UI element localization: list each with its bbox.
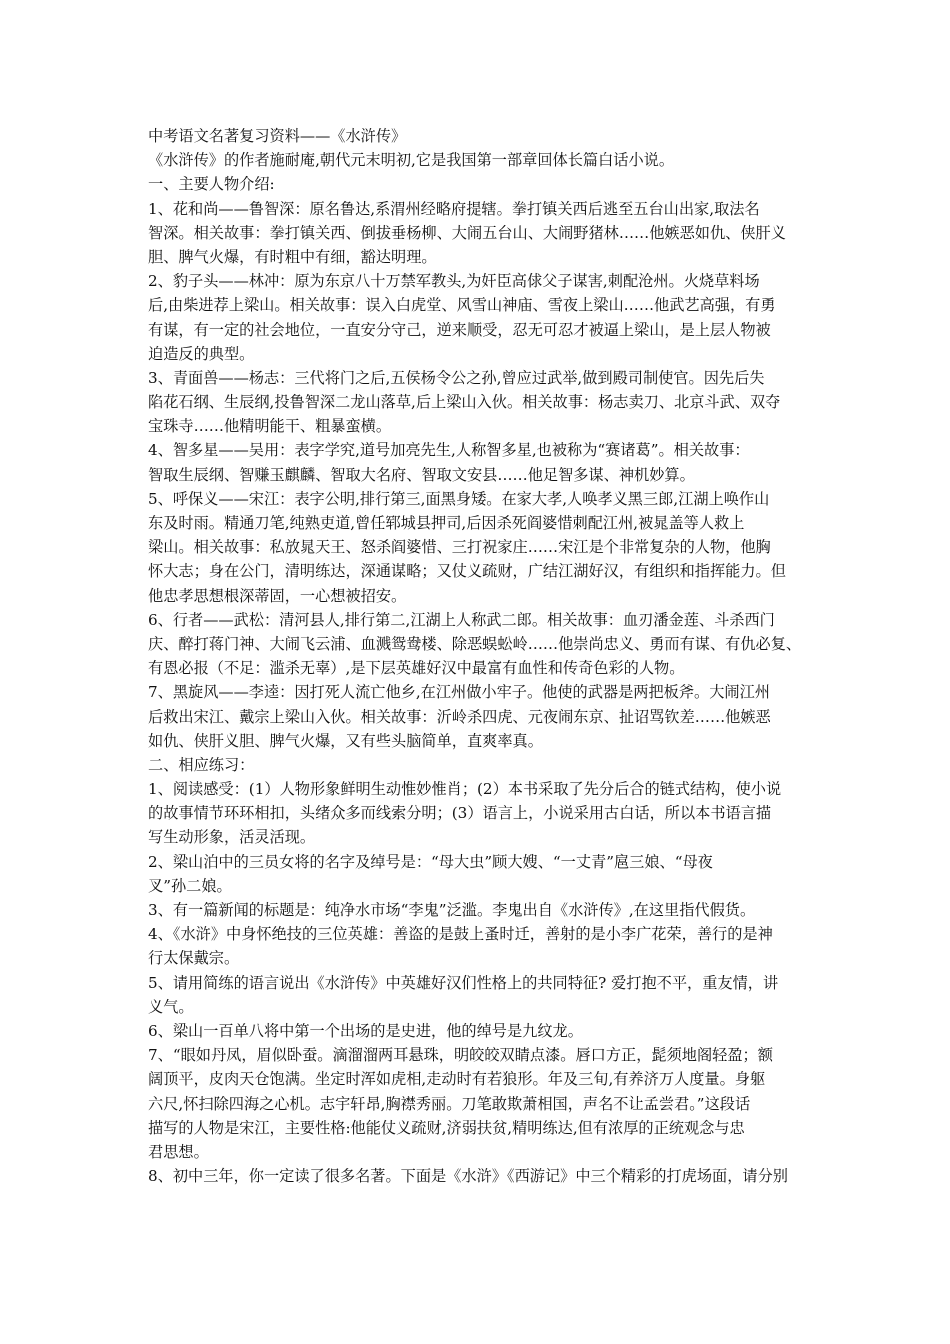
text-line: 梁山。相关故事：私放晁天王、怒杀阎婆惜、三打祝家庄……宋江是个非常复杂的人物，他胸 — [148, 538, 771, 557]
text-line: 东及时雨。精通刀笔,纯熟吏道,曾任郓城县押司,后因杀死阎婆惜刺配江州,被晁盖等人救上 — [148, 514, 745, 532]
text-line: 行太保戴宗。 — [148, 949, 240, 968]
text-line: 的故事情节环环相扣，头绪众多而线索分明；(3）语言上，小说采用古白话，所以本书语言描 — [148, 804, 772, 823]
text-line: 六尺,怀扫除四海之心机。志宇轩昂,胸襟秀丽。刀笔敢欺萧相国，声名不让孟尝君。”这段话 — [148, 1094, 751, 1113]
text-line: 4、《水浒》中身怀绝技的三位英雄：善盗的是鼓上蚤时迁，善射的是小李广花荣，善行的是神 — [148, 925, 773, 944]
text-line: 5、请用简练的语言说出《水浒传》中英雄好汉们性格上的共同特征? 爱打抱不平，重友情，讲 — [148, 973, 779, 992]
character-entry-wu-song — [148, 608, 810, 681]
text-line: 庆、醉打蒋门神、大闹飞云浦、血溅鸳鸯楼、除恶蜈蚣岭……他崇尚忠义、勇而有谋、有仇必复、 — [148, 634, 802, 653]
text-line: 2、豹子头——林冲：原为东京八十万禁军教头,为奸臣高俅父子谋害,刺配沧州。火烧草料场 — [148, 272, 760, 291]
text-line: 后,由柴进荐上梁山。相关故事：误入白虎堂、风雪山神庙、雪夜上梁山……他武艺高强，有勇 — [148, 296, 776, 315]
text-line: 3、青面兽——杨志：三代将门之后,五侯杨令公之孙,曾应过武举,做到殿司制使官。因先后失 — [148, 368, 765, 387]
document-body — [148, 124, 810, 1188]
exercise-item-4 — [148, 922, 810, 970]
text-line: 6、梁山一百单八将中第一个出场的是史进，他的绰号是九纹龙。 — [148, 1021, 583, 1040]
text-line: 陷花石纲、生辰纲,投鲁智深二龙山落草,后上梁山入伙。相关故事：杨志卖刀、北京斗武、双夺 — [148, 393, 781, 412]
exercise-item-6 — [148, 1019, 810, 1043]
text-line: 阔顶平，皮肉天仓饱满。坐定时浑如虎相,走动时有若狼形。年及三旬,有养济万人度量。身躯 — [148, 1070, 766, 1089]
text-line: 后救出宋江、戴宗上梁山入伙。相关故事：沂岭杀四虎、元夜闹东京、扯诏骂钦差……他嫉恶 — [148, 707, 771, 726]
exercise-item-3 — [148, 898, 810, 922]
text-line: 君思想。 — [148, 1142, 209, 1161]
character-entry-song-jiang — [148, 487, 810, 608]
text-line: 胆、脾气火爆，有时粗中有细，豁达明理。 — [148, 247, 437, 266]
document-title: 中考语文名著复习资料——《水浒传》 — [148, 127, 407, 145]
text-line: 怀大志；身在公门，清明练达，深通谋略；又仗义疏财，广结江湖好汉，有组织和指挥能力。但 — [148, 562, 786, 581]
character-entry-lin-chong — [148, 269, 810, 366]
text-line: 如仇、侠肝义胆、脾气火爆，又有些头脑简单，直爽率真。 — [148, 731, 543, 750]
character-entry-lu-zhishen — [148, 197, 810, 270]
text-line: 8、初中三年，你一定读了很多名著。下面是《水浒》《西游记》中三个精彩的打虎场面，请分别 — [148, 1167, 788, 1186]
exercise-item-1 — [148, 777, 810, 850]
section-heading-exercises: 二、相应练习： — [148, 755, 255, 774]
character-entry-li-kui — [148, 680, 810, 753]
text-line: 7、“眼如丹凤，眉似卧蚕。滴溜溜两耳悬珠，明皎皎双睛点漆。唇口方正，髭须地阁轻盈；额 — [148, 1046, 773, 1065]
text-line: 智深。相关故事：拳打镇关西、倒拔垂杨柳、大闹五台山、大闹野猪林……他嫉恶如仇、侠肝义 — [148, 223, 786, 242]
character-entry-yang-zhi — [148, 366, 810, 439]
exercise-item-2 — [148, 850, 810, 898]
text-line: 叉”孙二娘。 — [148, 876, 232, 895]
text-line: 1、阅读感受：(1）人物形象鲜明生动惟妙惟肖；(2）本书采取了先分后合的链式结构，使小说 — [148, 780, 782, 799]
text-line: 他忠孝思想根深蒂固，一心想被招安。 — [148, 586, 407, 605]
text-line: 宝珠寺……他精明能干、粗暴蛮横。 — [148, 417, 391, 436]
text-line: 有谋，有一定的社会地位，一直安分守己，逆来顺受，忍无可忍才被逼上梁山，是上层人物被 — [148, 320, 771, 339]
text-line: 智取生辰纲、智赚玉麒麟、智取大名府、智取文安县……他足智多谋、神机妙算。 — [148, 465, 695, 484]
character-entry-wu-yong — [148, 438, 810, 486]
text-line: 写生动形象，活灵活现。 — [148, 828, 316, 847]
text-line: 5、呼保义——宋江：表字公明,排行第三,面黑身矮。在家大孝,人唤孝义黑三郎,江湖上唤作山 — [148, 489, 770, 508]
exercise-item-8 — [148, 1164, 810, 1188]
text-line: 义气。 — [148, 997, 194, 1016]
text-line: 2、梁山泊中的三员女将的名字及绰号是：“母大虫”顾大嫂、“一丈青”扈三娘、“母夜 — [148, 852, 713, 871]
text-line: 4、智多星——吴用：表字学究,道号加亮先生,人称智多星,也被称为“赛诸葛”。相关故事： — [148, 441, 750, 460]
text-line: 描写的人物是宋江，主要性格:他能仗义疏财,济弱扶贫,精明练达,但有浓厚的正统观念与忠 — [148, 1118, 745, 1137]
text-line: 有恩必报（不足：滥杀无辜）,是下层英雄好汉中最富有血性和传奇色彩的人物。 — [148, 659, 685, 678]
exercise-item-7 — [148, 1043, 810, 1164]
text-line: 3、有一篇新闻的标题是：纯净水市场“李鬼”泛滥。李鬼出自《水浒传》,在这里指代假货。 — [148, 901, 756, 919]
section-heading-characters: 一、主要人物介绍: — [148, 175, 275, 194]
text-line: 6、行者——武松：清河县人,排行第二,江湖上人称武二郎。相关故事：血刃潘金莲、斗杀西门 — [148, 610, 775, 629]
text-line: 1、花和尚——鲁智深：原名鲁达,系渭州经略府提辖。拳打镇关西后逃至五台山出家,取法名 — [148, 199, 760, 218]
text-line: 迫造反的典型。 — [148, 344, 255, 363]
intro-paragraph: 《水浒传》的作者施耐庵,朝代元末明初,它是我国第一部章回体长篇白话小说。 — [148, 151, 675, 170]
exercise-item-5 — [148, 971, 810, 1019]
text-line: 7、黑旋风——李逵：因打死人流亡他乡,在江州做小牢子。他使的武器是两把板斧。大闹江州 — [148, 683, 770, 702]
